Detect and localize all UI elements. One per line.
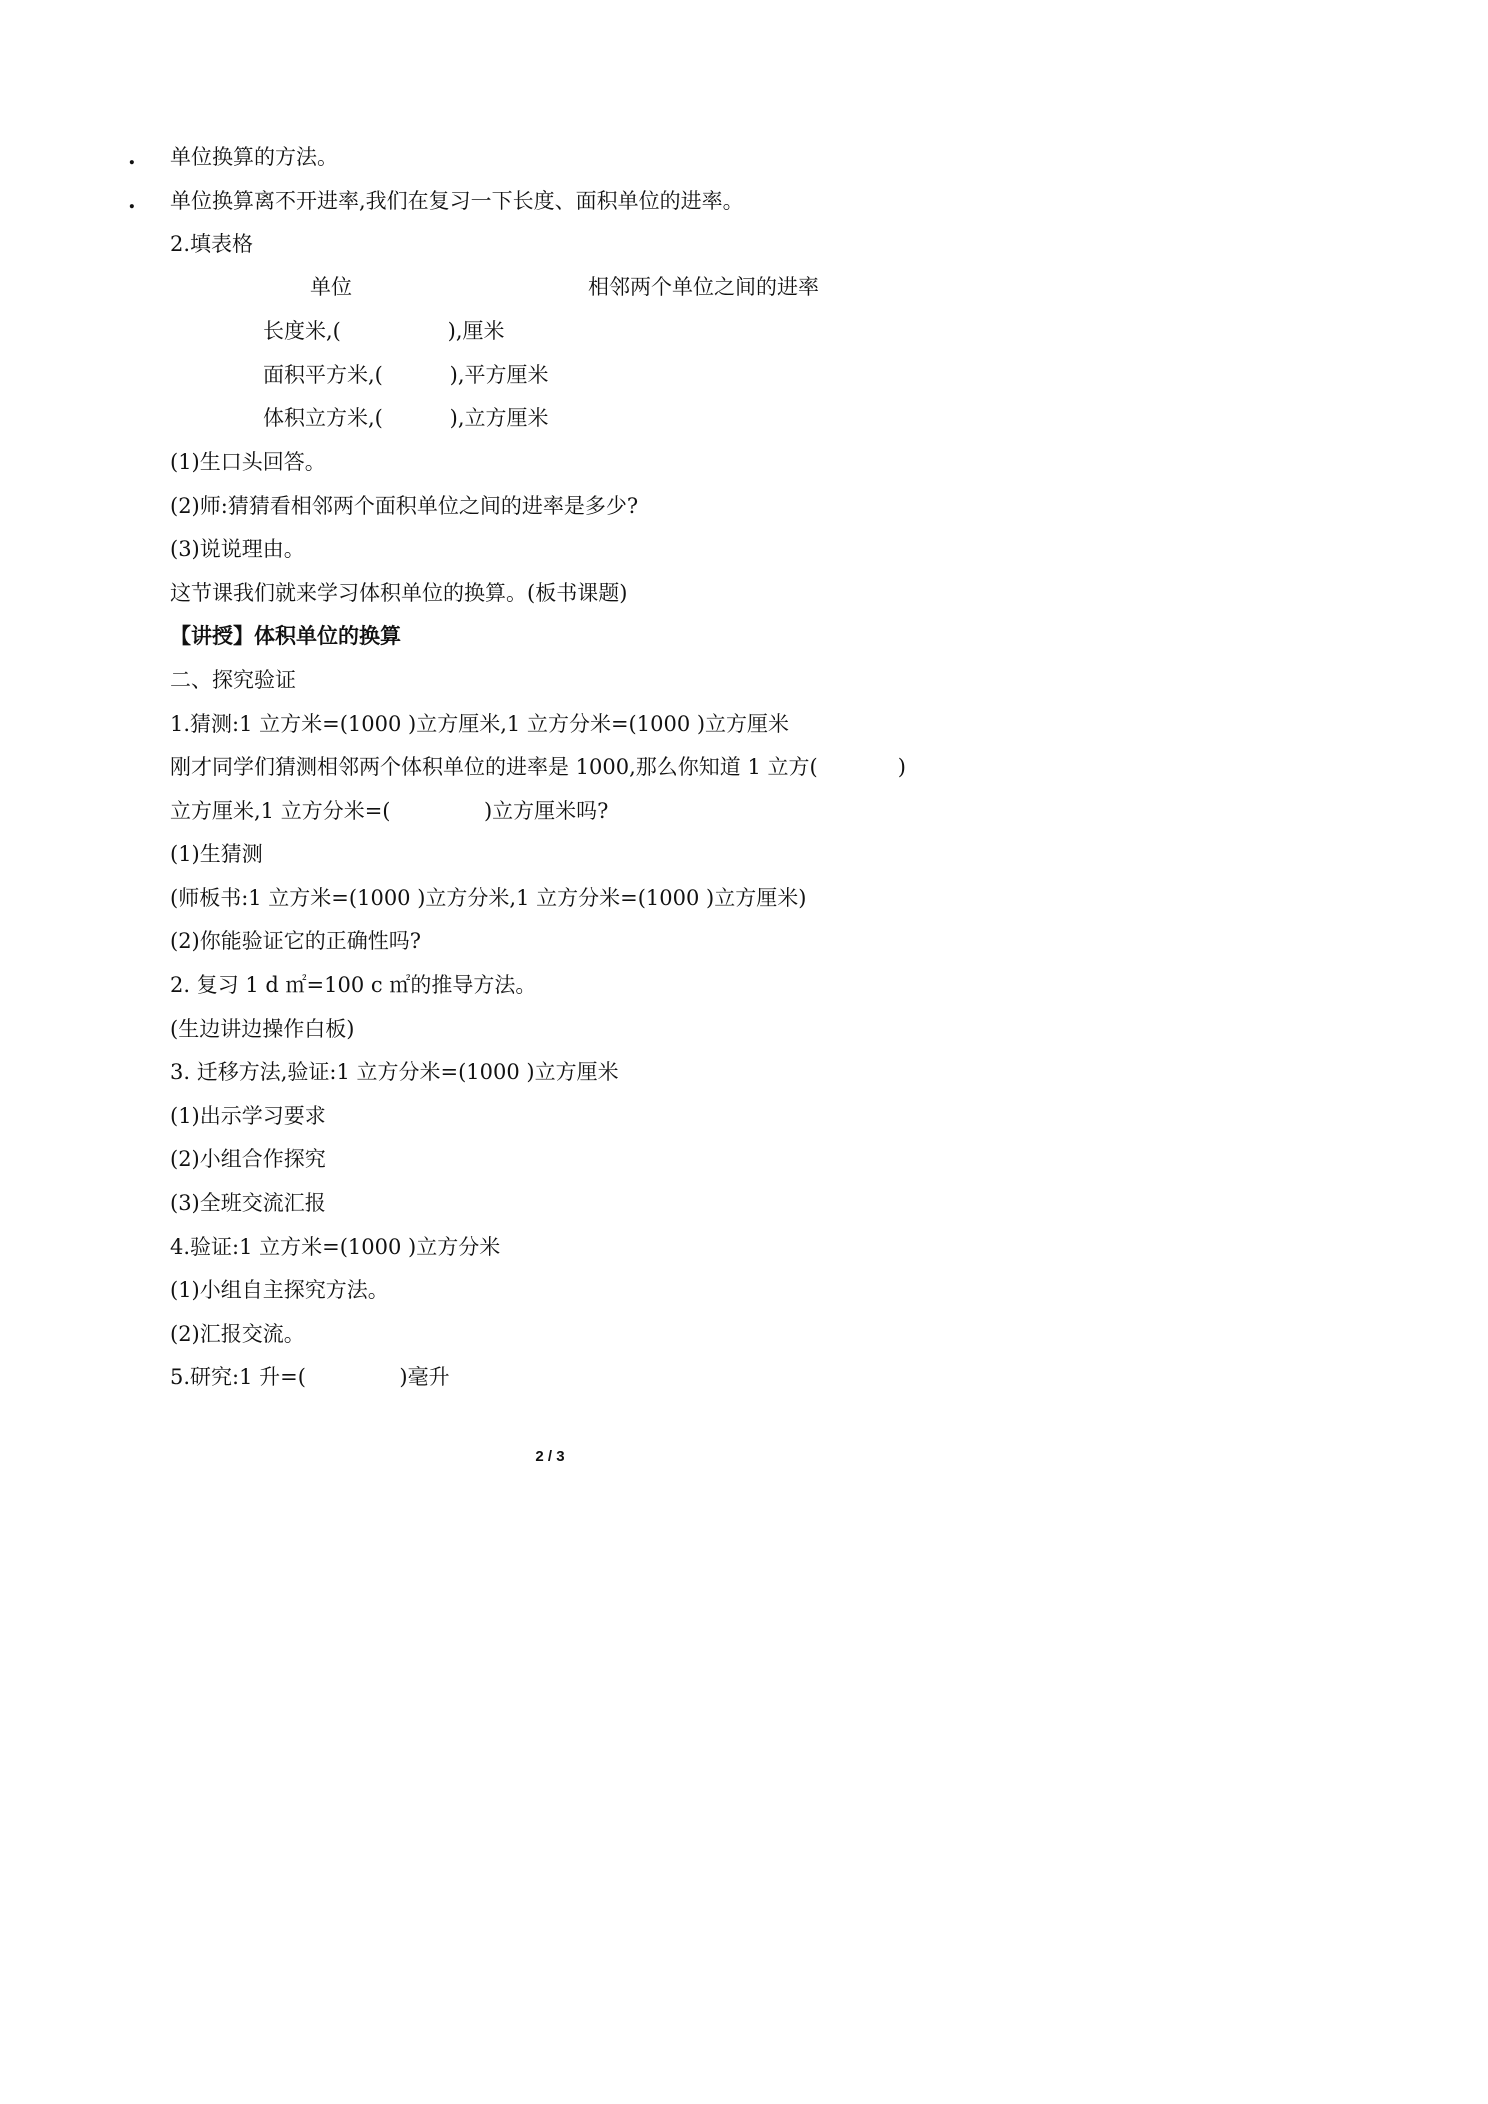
section-heading: 二、探究验证: [170, 668, 296, 692]
table-header-rate: 相邻两个单位之间的进率: [588, 275, 819, 299]
bullet-marker: .: [128, 144, 136, 170]
text-line: (2)师:猜猜看相邻两个面积单位之间的进率是多少?: [170, 494, 639, 518]
text-line: (3)全班交流汇报: [170, 1191, 326, 1215]
table-row-area: 面积平方米,( ),平方厘米: [263, 363, 549, 387]
bullet-marker: .: [128, 188, 136, 214]
section-title: 【讲授】体积单位的换算: [170, 623, 401, 648]
text-line: (2)你能验证它的正确性吗?: [170, 929, 422, 953]
text-line: 1.猜测:1 立方米=(1000 )立方厘米,1 立方分米=(1000 )立方厘米: [170, 712, 790, 736]
text-line: 单位换算离不开进率,我们在复习一下长度、面积单位的进率。: [170, 189, 744, 213]
text-line: (生边讲边操作白板): [170, 1017, 355, 1041]
table-header-unit: 单位: [310, 275, 352, 299]
table-row-length: 长度米,( ),厘米: [263, 319, 505, 343]
page-number: 2 / 3: [535, 1448, 565, 1465]
text-line: (2)小组合作探究: [170, 1147, 326, 1171]
text-line: (3)说说理由。: [170, 537, 305, 561]
text-line: (1)出示学习要求: [170, 1104, 326, 1128]
text-line: 这节课我们就来学习体积单位的换算。(板书课题): [170, 581, 628, 605]
text-line: (1)生口头回答。: [170, 450, 326, 474]
section-heading: 2.填表格: [170, 232, 254, 256]
text-line: (1)生猜测: [170, 842, 263, 866]
table-row-volume: 体积立方米,( ),立方厘米: [263, 406, 549, 430]
text-line: 刚才同学们猜测相邻两个体积单位的进率是 1000,那么你知道 1 立方( ): [170, 755, 906, 779]
text-line: 3. 迁移方法,验证:1 立方分米=(1000 )立方厘米: [170, 1060, 619, 1084]
text-line: 2. 复习 1 d ㎡=100 c ㎡的推导方法。: [170, 973, 537, 997]
text-line: 单位换算的方法。: [170, 145, 338, 169]
text-line: (1)小组自主探究方法。: [170, 1278, 389, 1302]
text-line: (师板书:1 立方米=(1000 )立方分米,1 立方分米=(1000 )立方厘米): [170, 886, 807, 910]
text-line: 立方厘米,1 立方分米=( )立方厘米吗?: [170, 799, 609, 823]
text-line: 4.验证:1 立方米=(1000 )立方分米: [170, 1235, 501, 1259]
text-line: 5.研究:1 升=( )毫升: [170, 1365, 450, 1389]
text-line: (2)汇报交流。: [170, 1322, 305, 1346]
